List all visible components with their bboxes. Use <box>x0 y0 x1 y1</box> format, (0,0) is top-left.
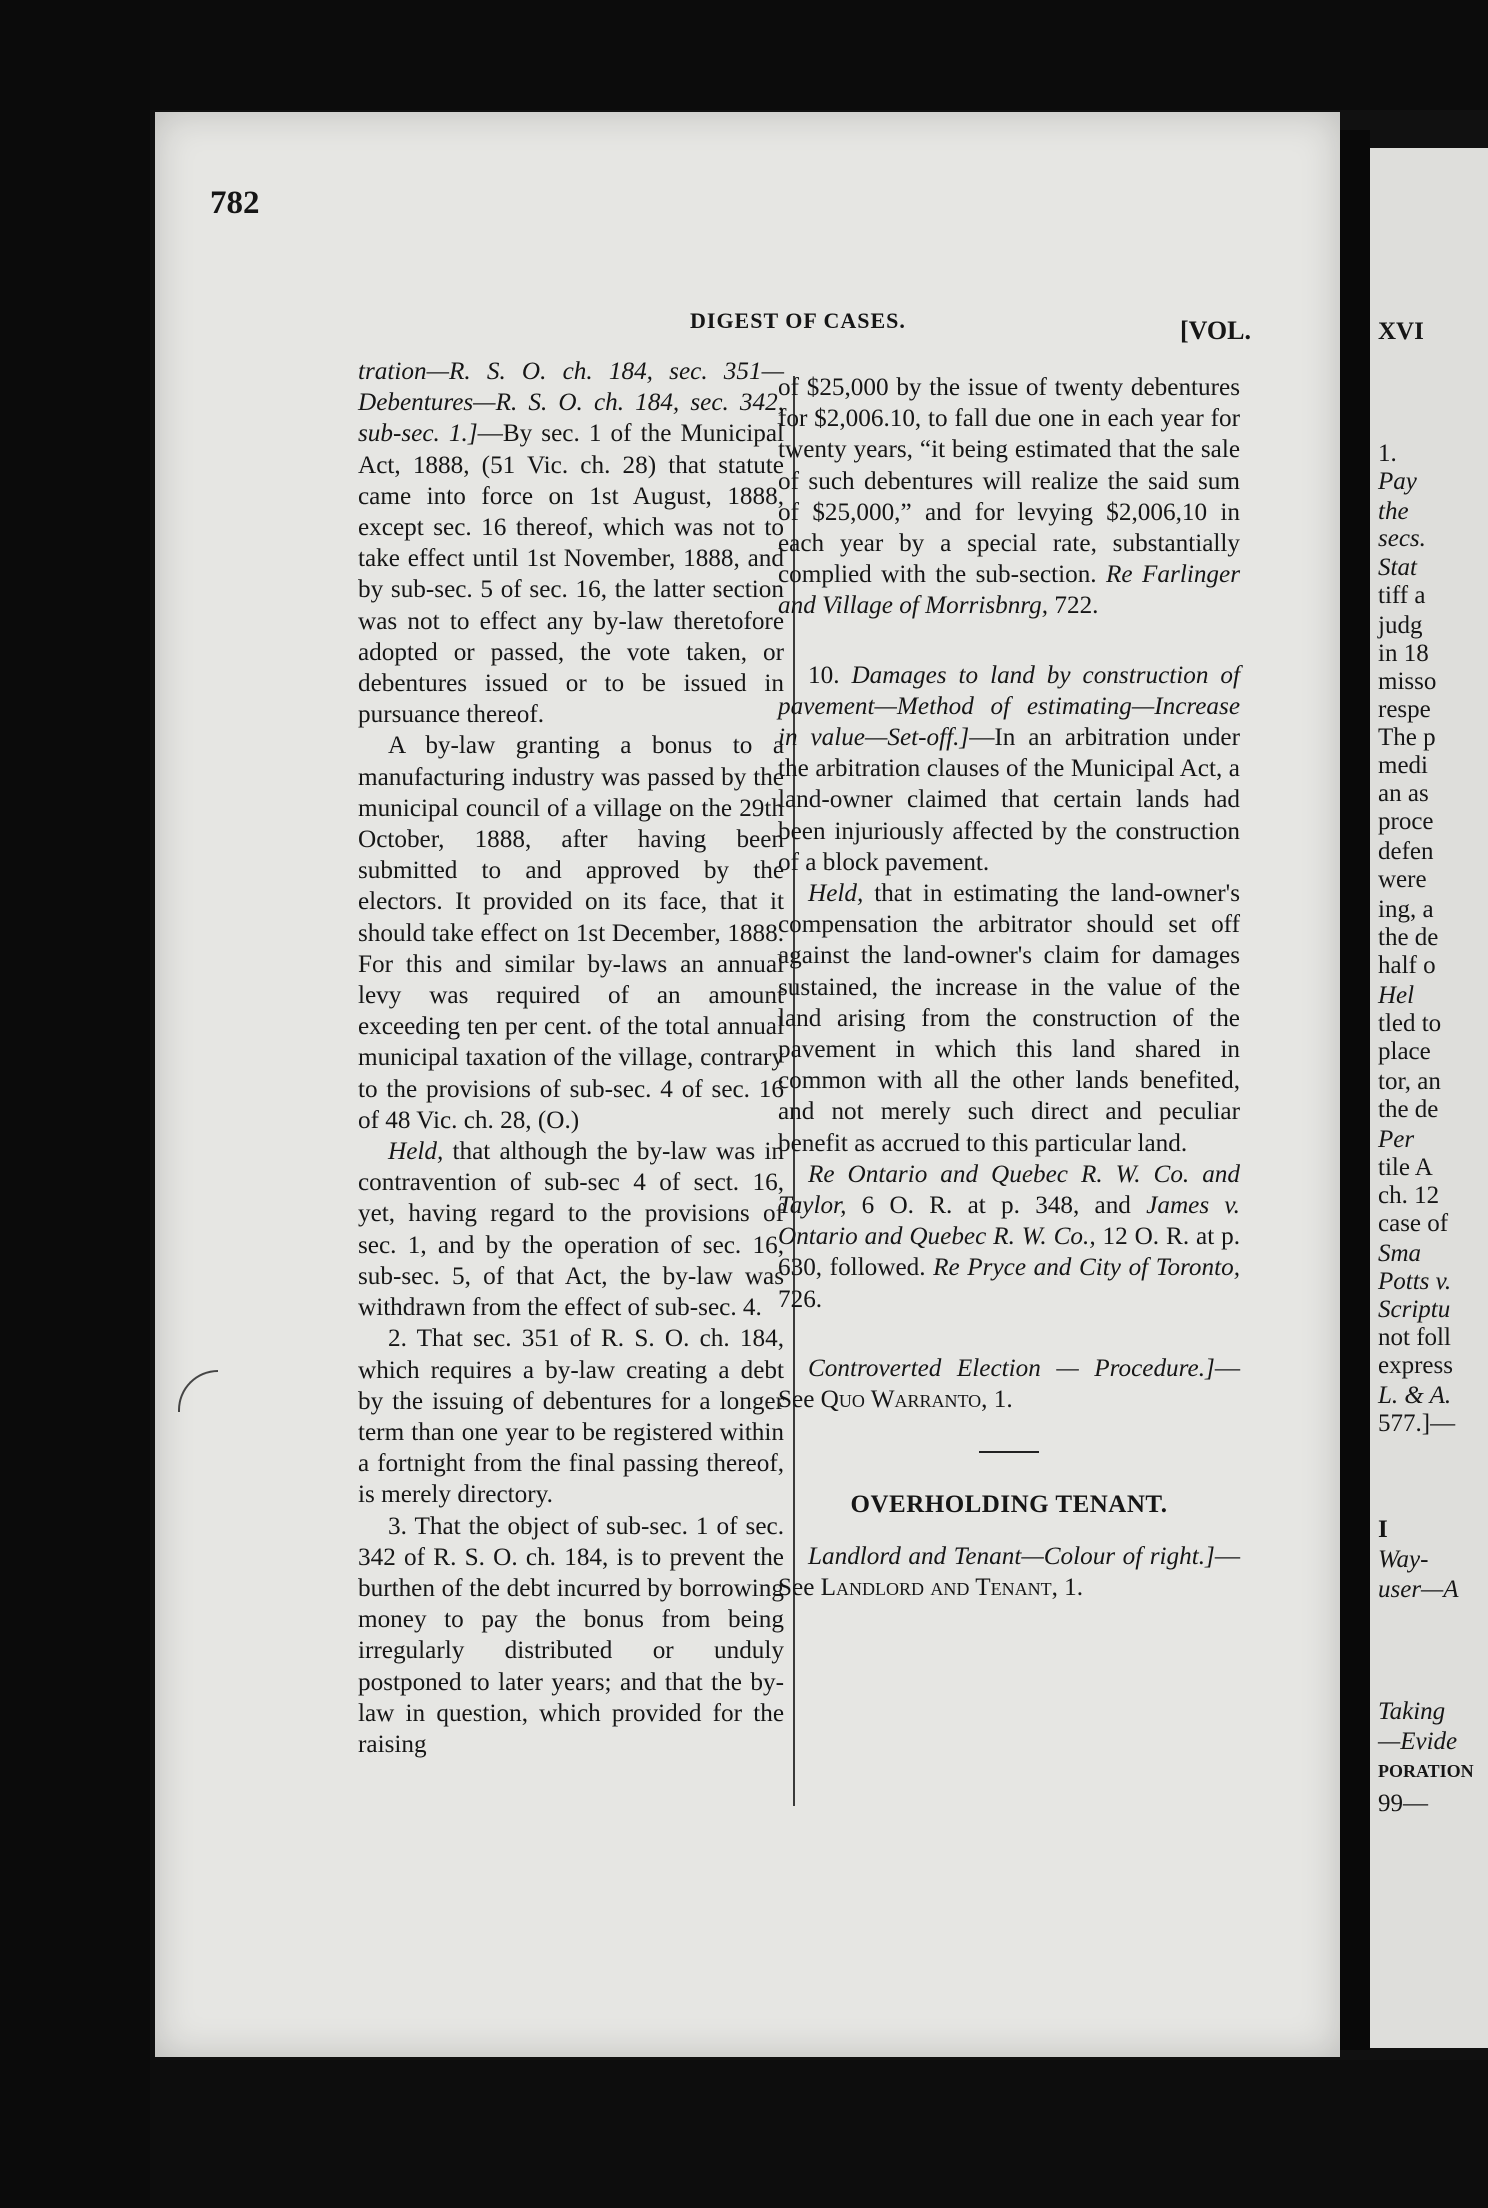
next-page-fragment: tled to <box>1378 1010 1442 1037</box>
volume-mark: [VOL. <box>1180 316 1251 345</box>
cross-ref-heading: Controverted Election — Procedure.] <box>808 1354 1215 1382</box>
paragraph <box>778 878 1240 1159</box>
cross-reference <box>778 1541 1240 1603</box>
next-page-fragment: judg <box>1378 612 1423 639</box>
next-page-fragment: Way- <box>1378 1546 1429 1573</box>
held-label: Held, <box>388 1138 444 1166</box>
next-page-fragment: respe <box>1378 696 1431 723</box>
section-divider <box>979 1451 1039 1453</box>
section-title: OVERHOLDING TENANT. <box>850 1491 1168 1519</box>
case-citation: Re Farlinger and Village of Morrisbnrg, <box>778 561 1240 620</box>
next-page-fragment: Hel <box>1378 982 1415 1009</box>
next-page-fragment: tor, an <box>1378 1068 1441 1095</box>
paragraph-text: of $25,000 by the issue of twenty debentures for $2,006.10, to fall due one in each year for twenty years, “it being estimated that the sale of such debentures will realize the said sum of $25,000,” and for levying $2,006,10 in each year by a special rate, substantially complied with the sub-section. <box>778 374 1240 589</box>
next-page-fragment: user—A <box>1378 1576 1459 1603</box>
left-column <box>358 356 784 1760</box>
next-page-fragment: ch. 12 <box>1378 1182 1440 1209</box>
next-page-fragment: Potts v. <box>1378 1268 1452 1295</box>
next-page-fragment: half o <box>1378 952 1436 979</box>
paragraph-text: —By sec. 1 of the Municipal Act, 1888, (51 Vic. ch. 28) that statute came into force on 1st August, 1888, except sec. 16 thereof, which was not to take effect until 1st November, 1888, and by sub-sec. 5 of sec. 16, the latter section was not to effect any by-law theretofore adopted or passed, the vote taken, or debentures issued or to be issued in pursuance thereof. <box>358 420 784 729</box>
citation-text: 726. <box>778 1285 823 1313</box>
next-page-fragment: proce <box>1378 808 1434 835</box>
next-page-fragment: PORATION <box>1378 1761 1474 1781</box>
next-page-fragment: Sma <box>1378 1240 1422 1267</box>
paragraph: 3. That the object of sub-sec. 1 of sec. 342 of R. S. O. ch. 184, is to prevent the burthen of the debt incurred by borrowing money to pay the bonus from being irregularly distributed or unduly postponed to later years; and that the by-law in question, which provided for the raising <box>358 1512 784 1758</box>
citation-text: 6 O. R. at p. 348, and <box>846 1192 1147 1220</box>
cross-ref-target: Quo Warranto <box>820 1386 982 1414</box>
case-citation: Re Pryce and City of Toronto, <box>933 1254 1240 1282</box>
cross-reference <box>778 1353 1240 1415</box>
scan-border-left <box>0 0 150 2208</box>
next-page-fragment: the de <box>1378 924 1439 951</box>
next-page-fragment: express <box>1378 1352 1453 1379</box>
next-page-fragment: I <box>1378 1516 1388 1543</box>
next-page-fragment: in 18 <box>1378 640 1429 667</box>
next-page-fragment: case of <box>1378 1210 1449 1237</box>
case-citation: Re Ontario and Quebec R. W. Co. and Taylor, <box>778 1160 1240 1220</box>
cross-ref-heading: Landlord and Tenant—Colour of right.] <box>808 1542 1215 1570</box>
paragraph: 2. That sec. 351 of R. S. O. ch. 184, which requires a by-law creating a debt by the issuing of debentures for a longer term than one year to be registered within a fortnight from the final passing thereof, is merely directory. <box>358 1325 784 1509</box>
paragraph <box>778 660 1240 878</box>
next-page-fragment: tile A <box>1378 1154 1433 1181</box>
held-label: Held, <box>808 880 864 908</box>
paragraph-text: that in estimating the land-owner's compensation the arbitrator should set off against the land-owner's claim for damages sustained, the increase in the value of the land arising from the construction of the pavement in which this land shared in common with all the other lands benefited, and not merely such direct and peculiar benefit as accrued to this particular land. <box>778 880 1240 1157</box>
paragraph <box>358 356 784 730</box>
next-page-fragment: not foll <box>1378 1324 1451 1351</box>
cross-ref-number: , 1. <box>1051 1573 1084 1601</box>
item-number: 10. <box>808 661 852 689</box>
next-page-fragment: Scriptu <box>1378 1296 1451 1323</box>
cross-ref-number: , 1. <box>981 1386 1013 1414</box>
next-page-fragment: XVI <box>1378 318 1424 345</box>
case-heading: Damages to land by construction of pavement—Method of estimating—Increase in value—Set-off.] <box>778 661 1240 752</box>
citation-text: 12 O. R. at p. 630, followed. <box>778 1223 1240 1282</box>
right-column <box>778 372 1240 1603</box>
next-page-fragment: the de <box>1378 1096 1439 1123</box>
paragraph <box>358 1136 784 1323</box>
running-title: DIGEST OF CASES. <box>690 308 906 333</box>
next-page-fragment: place <box>1378 1038 1431 1065</box>
scan-border-bottom <box>150 2060 1488 2208</box>
next-page-fragment: 577.]— <box>1378 1410 1456 1437</box>
next-page-fragment: The p <box>1378 724 1436 751</box>
next-page-fragment: Taking <box>1378 1698 1446 1725</box>
see-label: —See <box>778 1354 1240 1414</box>
paragraph: A by-law granting a bonus to a manufacturing industry was passed by the municipal council of a village on the 29th October, 1888, after having been submitted to and approved by the electors. It provided on its face, that it should take effect on 1st December, 1888. For this and similar by-laws an annual levy was required of an amount exceeding ten per cent. of the total annual municipal taxation of the village, contrary to the provisions of sub-sec. 4 of sec. 16 of 48 Vic. ch. 28, (O.) <box>358 732 784 1134</box>
next-page-fragment: secs. <box>1378 525 1426 552</box>
paragraph-text: —In an arbitration under the arbitration clauses of the Municipal Act, a land-owner claimed that certain lands had been injuriously affected by the construction of a block pavement. <box>778 724 1240 876</box>
scan-border-top <box>150 0 1488 110</box>
next-page-fragment: misso <box>1378 668 1437 695</box>
paragraph <box>778 1159 1240 1315</box>
next-page-fragment: Per <box>1378 1126 1415 1153</box>
paragraph <box>778 372 1240 622</box>
next-page-fragment: tiff a <box>1378 582 1426 609</box>
next-page-fragment: the <box>1378 498 1409 525</box>
next-page-fragment: an as <box>1378 780 1429 807</box>
case-heading: tration—R. S. O. ch. 184, sec. 351—Debentures—R. S. O. ch. 184, sec. 342, sub-sec. 1.] <box>358 358 784 448</box>
next-page-fragment: Pay <box>1378 468 1417 495</box>
page-ref: 722. <box>1048 592 1099 620</box>
next-page-fragment: 1. <box>1378 440 1397 467</box>
cross-ref-target: Landlord and Tenant <box>820 1573 1052 1601</box>
paragraph-text: that although the by-law was in contravention of sub-sec 4 of sect. 16, yet, having regard to the provisions of sec. 1, and by the operation of sec. 16, sub-sec. 5, of that Act, the by-law was withdrawn from the effect of sub-sec. 4. <box>358 1138 784 1322</box>
next-page-fragment: defen <box>1378 838 1434 865</box>
next-page-edge <box>1370 148 1488 2048</box>
next-page-fragment: medi <box>1378 752 1428 779</box>
book-gutter <box>1340 130 1370 2050</box>
next-page-fragment: L. & A. <box>1378 1382 1452 1409</box>
next-page-fragment: —Evide <box>1378 1728 1458 1755</box>
page-number: 782 <box>210 185 260 221</box>
spacer <box>778 1315 1240 1353</box>
next-page-fragment: were <box>1378 866 1427 893</box>
next-page-fragment: ing, a <box>1378 896 1434 923</box>
case-citation: James v. Ontario and Quebec R. W. Co., <box>778 1192 1240 1251</box>
next-page-fragment: 99— <box>1378 1790 1428 1817</box>
see-label: —See <box>778 1542 1240 1601</box>
next-page-fragment: Stat <box>1378 554 1417 581</box>
spacer <box>778 622 1240 660</box>
